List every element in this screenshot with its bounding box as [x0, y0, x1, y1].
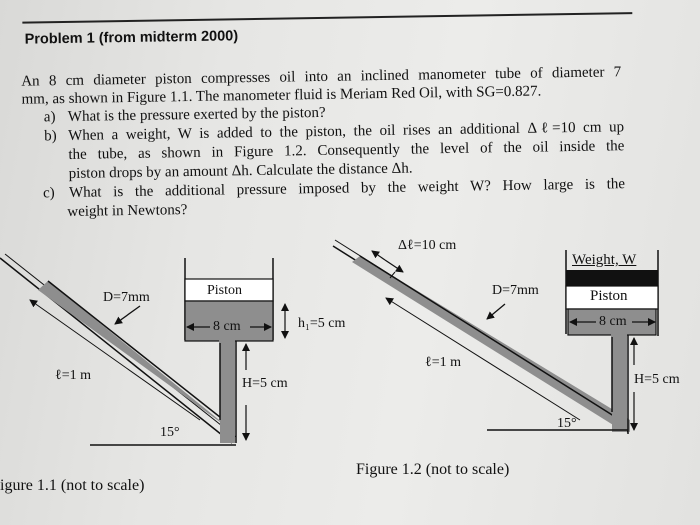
question-b-line-2: the tube, as shown in Figure 1.2. Consequently the level of the oil inside the: [68, 138, 625, 163]
weight-block: [566, 270, 658, 286]
question-b-line-1: When a weight, W is added to the piston, the oil rises an additional Δℓ=10 cm up: [68, 119, 625, 144]
question-c-line-2: weight in Newtons?: [67, 202, 188, 220]
intro-line-2: mm, as shown in Figure 1.1. The manometer fluid is Meriam Red Oil, with SG=0.827.: [21, 83, 542, 108]
figure-1-1: [0, 254, 285, 445]
fig2-delta-l: Δℓ=10 cm: [398, 238, 457, 253]
fig2-stem-height: H=5 cm: [634, 372, 680, 387]
figure-1-2: [333, 240, 658, 434]
question-c-marker: c): [42, 185, 55, 202]
intro-line-1: An 8 cm diameter piston compresses oil into an inclined manometer tube of diameter 7: [21, 64, 622, 90]
fig2-piston-width: 8 cm: [599, 314, 627, 329]
fig2-weight-label: Weight, W: [572, 252, 637, 268]
fig1-angle: 15°: [160, 425, 180, 440]
fig2-tube-length: ℓ=1 m: [425, 355, 461, 370]
problem-title: Problem 1 (from midterm 2000): [24, 28, 239, 48]
figure-1-1-caption: igure 1.1 (not to scale): [0, 477, 145, 494]
fig2-tube-diameter: D=7mm: [492, 283, 539, 298]
question-b-marker: b): [44, 128, 57, 145]
fig1-tube-diameter: D=7mm: [103, 290, 150, 305]
fig1-oil-height: h₁=5 cm: [298, 316, 346, 331]
fig2-angle: 15°: [557, 416, 577, 431]
fig1-piston-label: Piston: [207, 283, 243, 298]
fig1-stem-height: H=5 cm: [242, 376, 288, 391]
fig2-piston-label: Piston: [590, 288, 628, 304]
question-a-text: What is the pressure exerted by the piston?: [67, 104, 326, 125]
question-b-line-3: piston drops by an amount Δh. Calculate the distance Δh.: [68, 160, 413, 182]
question-a-marker: a): [43, 109, 56, 126]
question-c-line-1: What is the additional pressure imposed by the weight W? How large is the: [68, 176, 626, 201]
fig1-piston-width: 8 cm: [213, 319, 241, 334]
figure-1-2-caption: Figure 1.2 (not to scale): [356, 461, 510, 478]
fig1-tube-length: ℓ=1 m: [55, 368, 91, 383]
